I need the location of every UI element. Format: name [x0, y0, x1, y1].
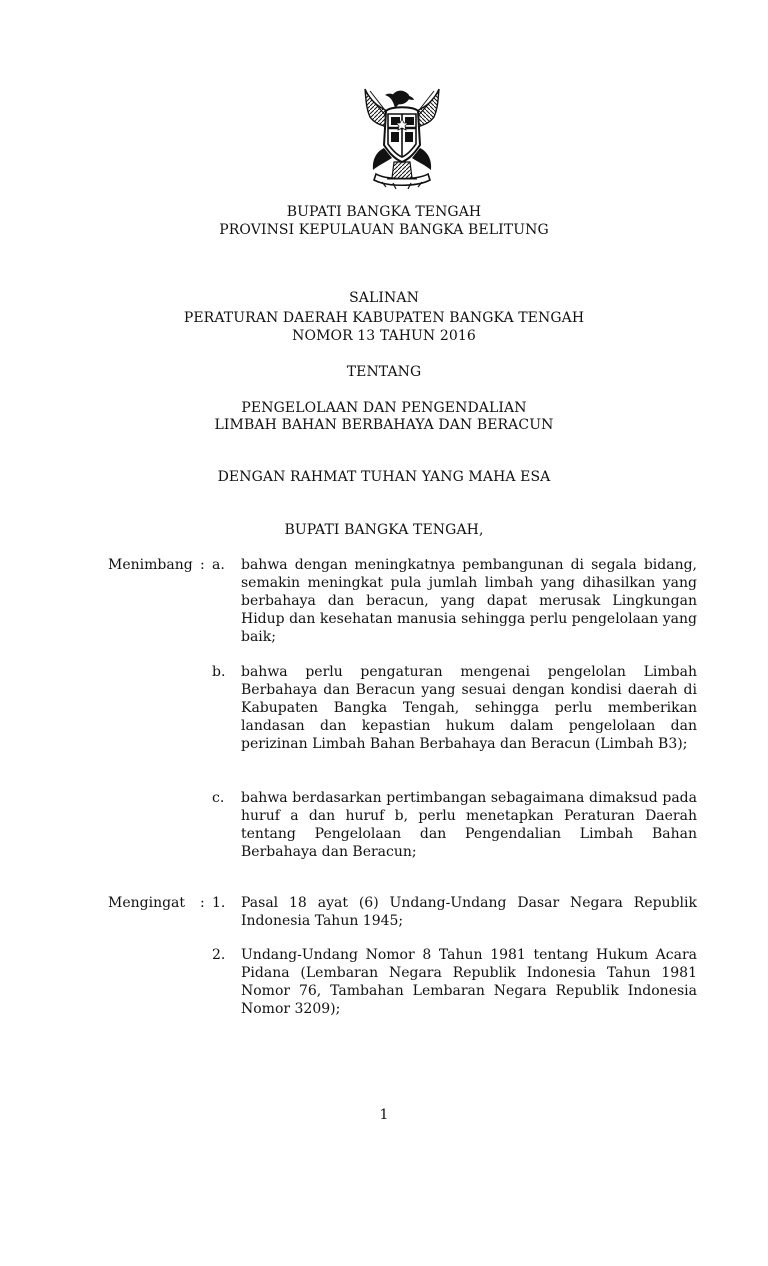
header-line-province: PROVINSI KEPULAUAN BANGKA BELITUNG — [219, 222, 549, 238]
considering-colon: : — [200, 557, 205, 573]
subject-line-2: LIMBAH BAHAN BERBAHAYA DAN BERACUN — [214, 417, 554, 433]
header-line-regent: BUPATI BANGKA TENGAH — [286, 204, 482, 220]
considering-item-a-marker: a. — [212, 557, 225, 573]
considering-label: Menimbang — [108, 557, 193, 573]
subject-line-1: PENGELOLAAN DAN PENGENDALIAN — [241, 400, 527, 416]
considering-item-c-marker: c. — [212, 790, 225, 806]
considering-item-c-text: bahwa berdasarkan pertimbangan sebagaimana dimaksud pada huruf a dan huruf b, perlu menetapkan Peraturan Daerah tentang Pengelolaan dan Pengendalian Limbah Bahan Berbahaya dan Beracun; — [241, 790, 697, 860]
remembering-item-1-text: Pasal 18 ayat (6) Undang-Undang Dasar Negara Republik Indonesia Tahun 1945; — [241, 895, 697, 929]
remembering-item-2-marker: 2. — [212, 947, 226, 963]
considering-item-b-text: bahwa perlu pengaturan mengenai pengelolan Limbah Berbahaya dan Beracun yang sesuai dengan kondisi daerah di Kabupaten Bangka Tengah, sehingga perlu memberikan landasan dan kepastian hukum dalam pengelolaan dan perizinan Limbah Bahan Berbahaya dan Beracun (Limbah B3); — [241, 664, 697, 752]
considering-item-a-text: bahwa dengan meningkatnya pembangunan di segala bidang, semakin meningkat pula jumlah limbah yang dihasilkan yang berbahaya dan beracun, yang dapat merusak Lingkungan Hidup dan kesehatan manusia sehingga perlu pengelolaan yang baik; — [241, 557, 697, 645]
remembering-colon: : — [200, 895, 205, 911]
regulation-title: PERATURAN DAERAH KABUPATEN BANGKA TENGAH — [183, 310, 585, 326]
copy-label: SALINAN — [349, 290, 419, 306]
remembering-item-1-marker: 1. — [212, 895, 226, 911]
about-label: TENTANG — [346, 364, 422, 380]
blessing-line: DENGAN RAHMAT TUHAN YANG MAHA ESA — [217, 469, 551, 485]
page-number: 1 — [379, 1107, 389, 1123]
remembering-label: Mengingat — [108, 895, 186, 911]
garuda-pancasila-emblem-icon — [358, 86, 446, 190]
authority-line: BUPATI BANGKA TENGAH, — [284, 522, 484, 538]
regulation-number: NOMOR 13 TAHUN 2016 — [292, 328, 476, 344]
remembering-item-2-text: Undang-Undang Nomor 8 Tahun 1981 tentang Hukum Acara Pidana (Lembaran Negara Republik Indonesia Tahun 1981 Nomor 76, Tambahan Lembaran Negara Republik Indonesia Nomor 3209); — [241, 947, 697, 1017]
considering-item-b-marker: b. — [212, 664, 226, 680]
